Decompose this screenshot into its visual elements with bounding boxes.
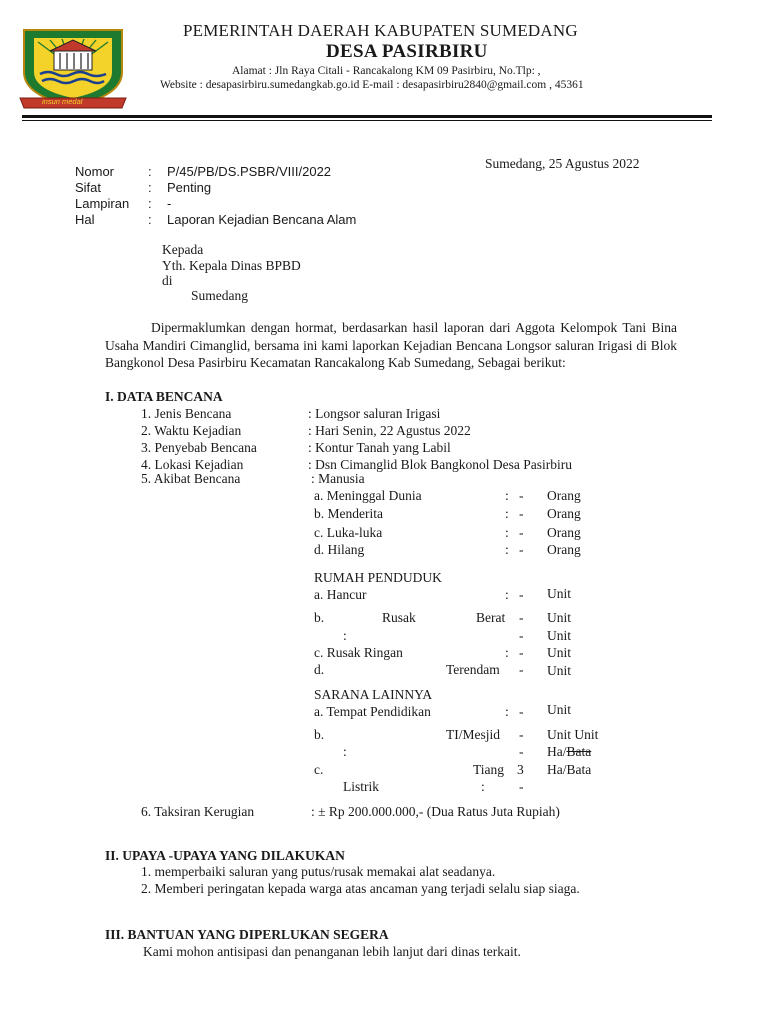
data-item-label: 1. Jenis Bencana (141, 406, 232, 421)
sarana-b-dash: - (519, 727, 524, 742)
sarana-b2-unit-struck: Bata (566, 744, 592, 759)
sarana-a-dash: - (519, 704, 524, 719)
loss-estimate-label: 6. Taksiran Kerugian (141, 804, 255, 819)
data-item-value: : Manusia (311, 471, 365, 486)
casualty-colon: : (505, 488, 509, 503)
rumah-b-dash: - (519, 610, 524, 625)
casualty-colon: : (505, 506, 509, 521)
sarana-a-unit: Unit (547, 702, 572, 717)
casualty-colon: : (505, 525, 509, 540)
data-item-value: : Kontur Tanah yang Labil (308, 440, 451, 455)
sarana-c-word: Tiang (473, 762, 505, 777)
section-1-title: I. DATA BENCANA (105, 389, 223, 404)
casualty-label: b. Menderita (314, 506, 383, 521)
casualty-unit: Orang (547, 488, 581, 503)
data-item-label: 5. Akibat Bencana (141, 471, 241, 486)
section-3-title: III. BANTUAN YANG DIPERLUKAN SEGERA (105, 927, 389, 942)
casualty-dash: - (519, 506, 524, 521)
meta-value-hal: Laporan Kejadian Bencana Alam (167, 212, 357, 227)
meta-value-nomor: P/45/PB/DS.PSBR/VIII/2022 (167, 164, 332, 179)
sarana-b2-dash: - (519, 744, 524, 759)
rumah-b2-dash: - (519, 628, 524, 643)
sarana-c-letter: c. (314, 762, 324, 777)
data-item-label: 2. Waktu Kejadian (141, 423, 242, 438)
header-website-email: Website : desapasirbiru.sumedangkab.go.id E-mail : desapasirbiru2840@gmail.com , 45361 (160, 79, 584, 91)
meta-label: Sifat (75, 180, 102, 195)
sarana-b-unit: Unit Unit (547, 727, 599, 742)
rumah-b-word1: Rusak (382, 610, 416, 625)
meta-label: Lampiran (75, 196, 130, 211)
data-item-label: 4. Lokasi Kejadian (141, 457, 244, 472)
casualty-unit: Orang (547, 525, 581, 540)
sarana-b2-unit-plain: Ha/ (547, 744, 567, 759)
recipient-name: Yth. Kepala Dinas BPBD (162, 258, 301, 273)
casualty-dash: - (519, 542, 524, 557)
rumah-b2-unit: Unit (547, 628, 572, 643)
meta-sep: : (148, 212, 152, 227)
data-item-label: 3. Penyebab Bencana (141, 440, 257, 455)
sarana-a-label: a. Tempat Pendidikan (314, 704, 431, 719)
sarana-a-colon: : (505, 704, 509, 719)
sarana-b-word: TI/Mesjid (446, 727, 500, 742)
casualty-label: a. Meninggal Dunia (314, 488, 422, 503)
rumah-a-label: a. Hancur (314, 587, 367, 602)
assistance-text: Kami mohon antisipasi dan penanganan lebih lanjut dari dinas terkait. (143, 944, 521, 959)
header-government-line: PEMERINTAH DAERAH KABUPATEN SUMEDANG (183, 21, 578, 40)
sarana-b2-unit (547, 744, 591, 760)
rumah-title: RUMAH PENDUDUK (314, 570, 442, 585)
rumah-b2-colon: : (343, 628, 347, 643)
header-village-name: DESA PASIRBIRU (326, 41, 488, 62)
section-2-title: II. UPAYA -UPAYA YANG DILAKUKAN (105, 848, 345, 863)
casualty-dash: - (519, 525, 524, 540)
rumah-a-colon: : (505, 587, 509, 602)
sarana-c2-dash: - (519, 779, 524, 794)
data-item-value: : Dsn Cimanglid Blok Bangkonol Desa Pasirbiru (308, 457, 572, 472)
header-rule-thin (22, 120, 712, 121)
data-item-value: : Longsor saluran Irigasi (308, 406, 441, 421)
rumah-d-letter: d. (314, 662, 325, 677)
sarana-c-unit: Ha/Bata (547, 762, 592, 777)
rumah-d-word: Terendam (446, 662, 500, 677)
sarana-c2-word: Listrik (343, 779, 379, 794)
casualty-dash: - (519, 488, 524, 503)
rumah-d-unit: Unit (547, 663, 572, 678)
recipient-city: Sumedang (191, 288, 248, 303)
data-item-value: : Hari Senin, 22 Agustus 2022 (308, 423, 471, 438)
date-place: Sumedang, 25 Agustus 2022 (485, 156, 640, 171)
meta-sep: : (148, 196, 152, 211)
rumah-b-word2: Berat (476, 610, 506, 625)
rumah-d-dash: - (519, 662, 524, 677)
sarana-c2-colon: : (481, 779, 485, 794)
sarana-b-letter: b. (314, 727, 325, 742)
meta-value-sifat: Penting (167, 180, 212, 195)
rumah-c-dash: - (519, 645, 524, 660)
sarana-c-num: 3 (517, 762, 524, 777)
action-item: 2. Memberi peringatan kepada warga atas ancaman yang terjadi selalu siap siaga. (141, 881, 580, 896)
rumah-b-unit: Unit (547, 610, 572, 625)
meta-sep: : (148, 164, 152, 179)
recipient-kepada: Kepada (162, 242, 204, 257)
casualty-unit: Orang (547, 506, 581, 521)
action-item: 1. memperbaiki saluran yang putus/rusak memakai alat seadanya. (141, 864, 496, 879)
header-rule-thick (22, 115, 712, 118)
intro-paragraph: Dipermaklumkan dengan hormat, berdasarkan hasil laporan dari Aggota Kelompok Tani Bina Usaha Mandiri Cimanglid, bersama ini kami laporkan Kejadian Bencana Longsor saluran Irigasi di Blok Bangkonol Desa Pasirbiru Kecamatan Rancakalong Kab Sumedang, Sebagai berikut: (105, 320, 677, 370)
casualty-label: c. Luka-luka (314, 525, 383, 540)
rumah-c-label: c. Rusak Ringan (314, 645, 403, 660)
rumah-b-letter: b. (314, 610, 325, 625)
sarana-b2-colon: : (343, 744, 347, 759)
meta-label: Hal (75, 212, 95, 227)
meta-value-lampiran: - (167, 196, 172, 211)
rumah-c-colon: : (505, 645, 509, 660)
recipient-di: di (162, 273, 173, 288)
loss-estimate-value: : ± Rp 200.000.000,- (Dua Ratus Juta Rupiah) (311, 804, 560, 819)
rumah-a-dash: - (519, 587, 524, 602)
meta-sep: : (148, 180, 152, 195)
regency-logo (18, 18, 128, 110)
header-address: Alamat : Jln Raya Citali - Rancakalong KM 09 Pasirbiru, No.Tlp: , (232, 65, 541, 77)
logo-motto: insun medal (42, 97, 83, 106)
sarana-title: SARANA LAINNYA (314, 687, 433, 702)
meta-label: Nomor (75, 164, 115, 179)
rumah-c-unit: Unit (547, 645, 572, 660)
casualty-colon: : (505, 542, 509, 557)
rumah-a-unit: Unit (547, 586, 572, 601)
casualty-label: d. Hilang (314, 542, 365, 557)
casualty-unit: Orang (547, 542, 581, 557)
